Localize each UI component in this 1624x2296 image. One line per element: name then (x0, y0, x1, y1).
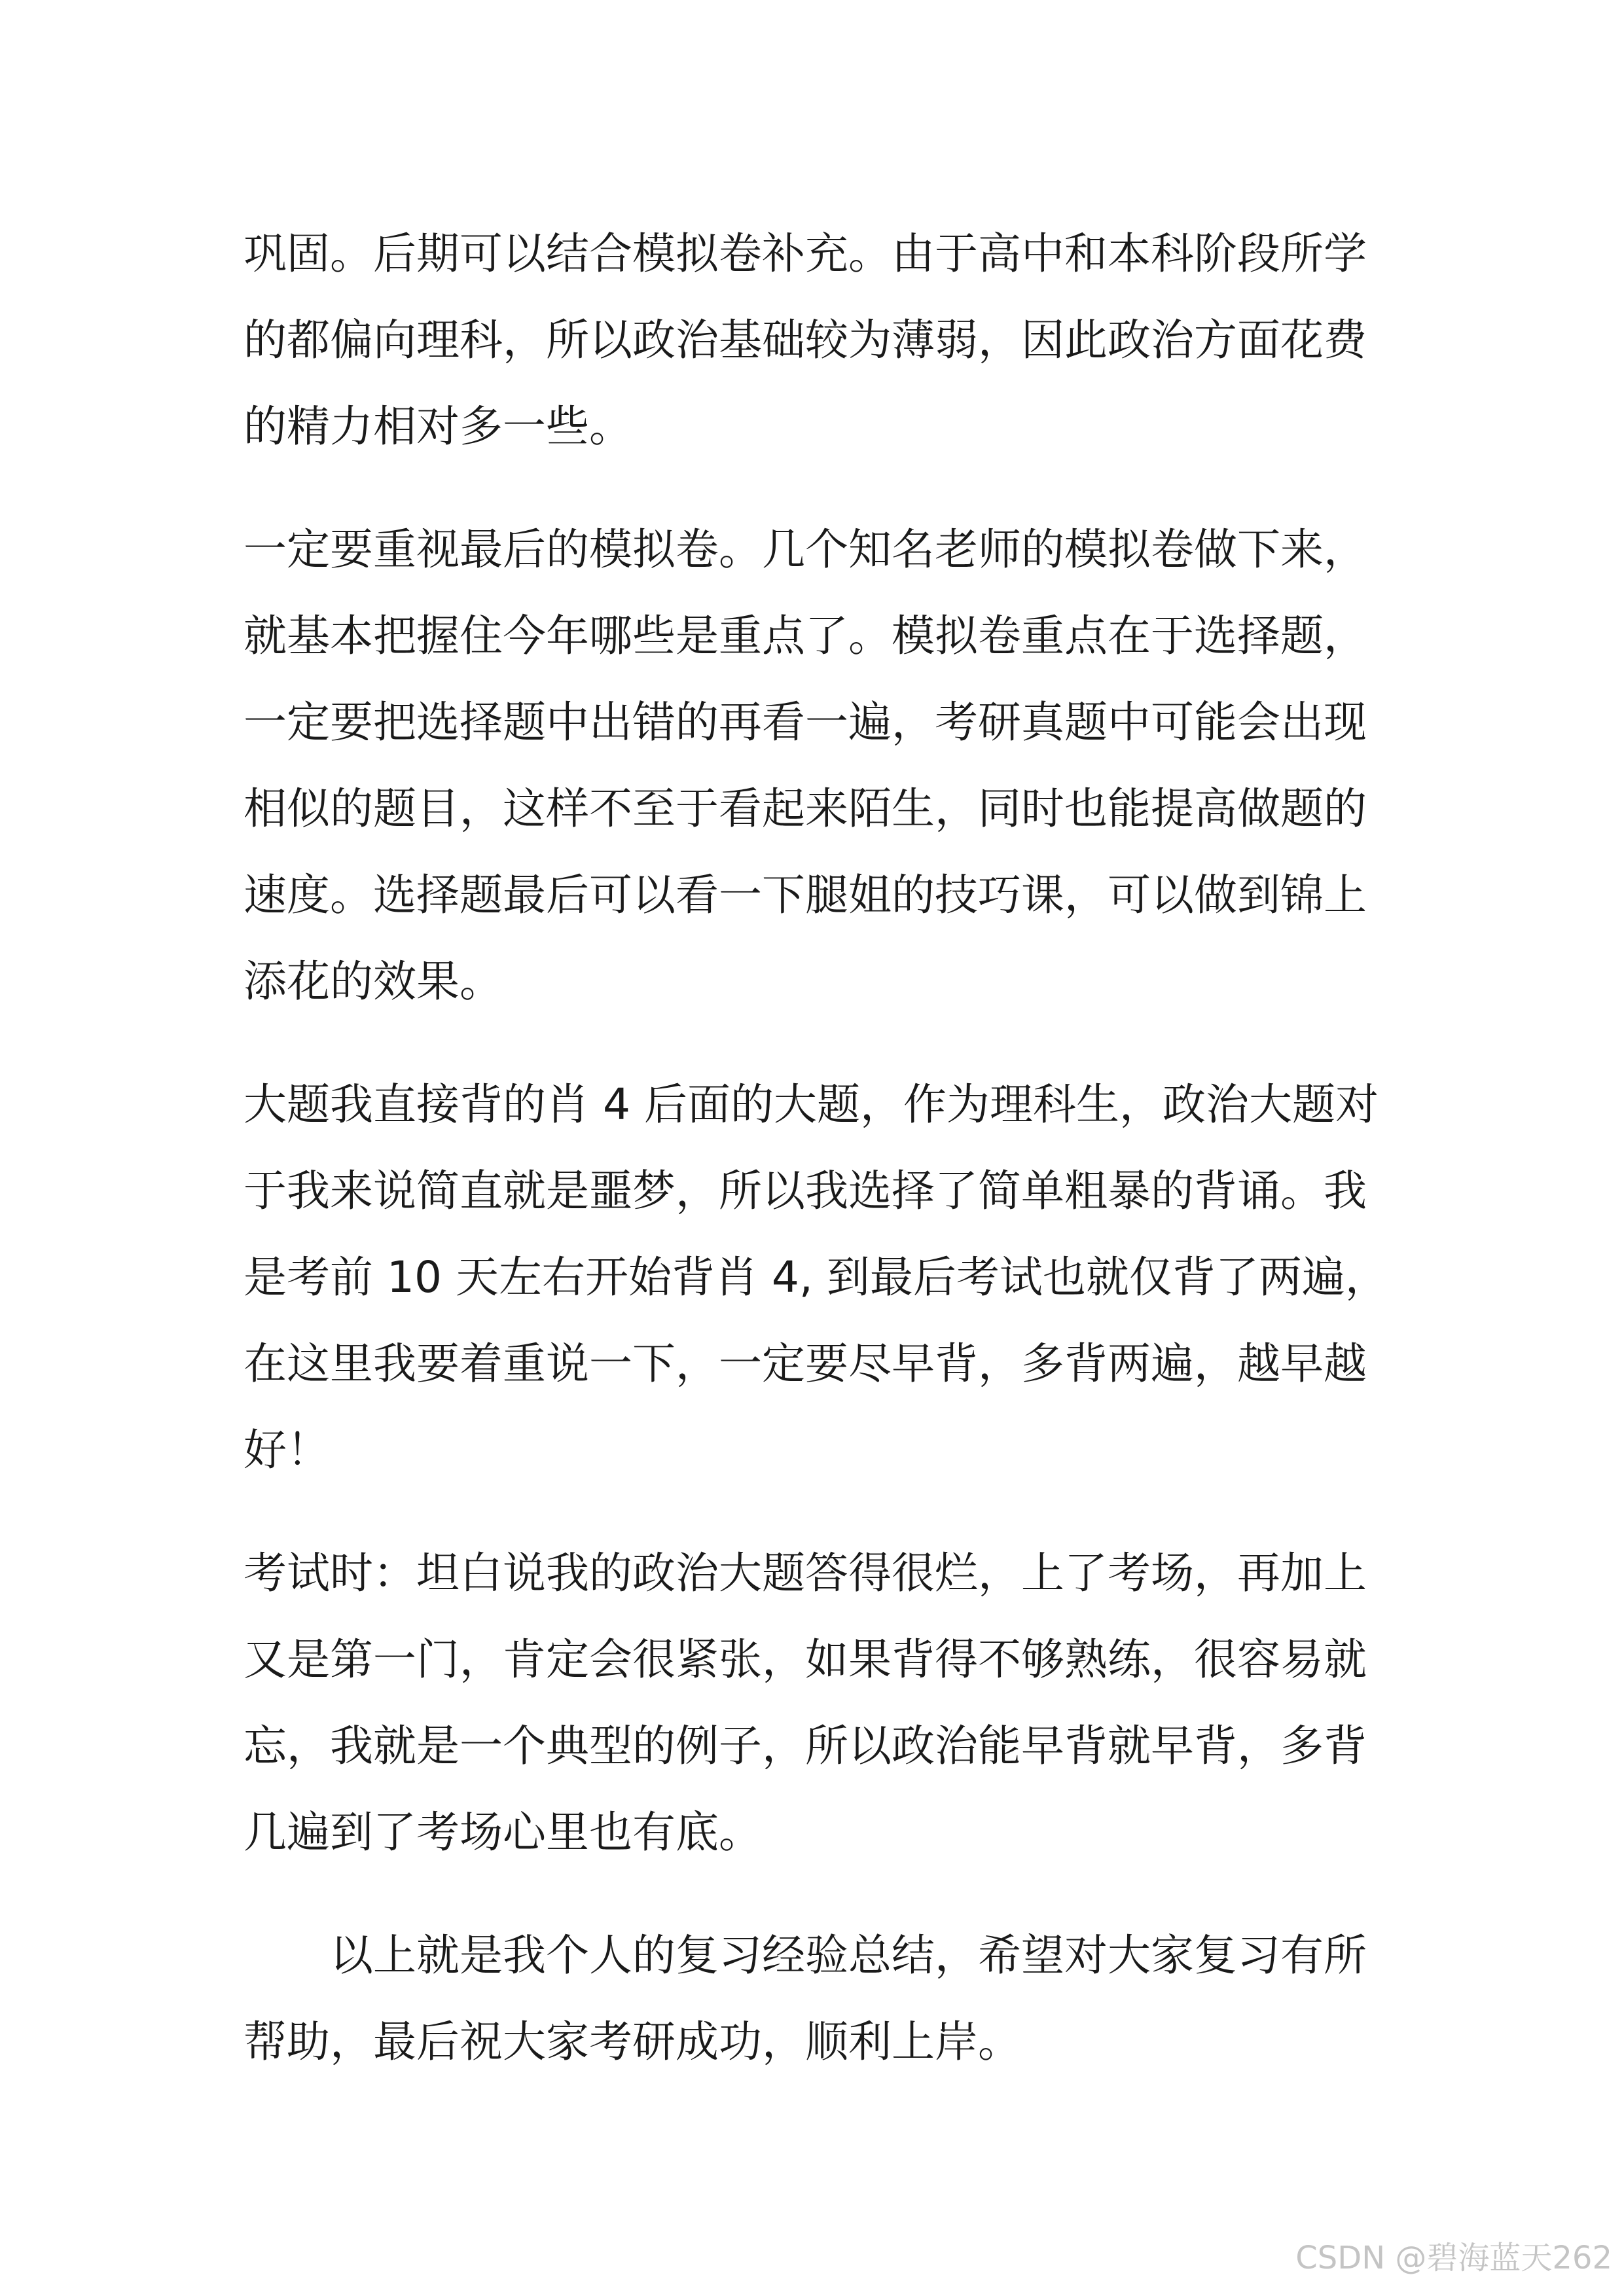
text-line: 大题我直接背的肖 4 后面的大题，作为理科生，政治大题对 (244, 1079, 1379, 1130)
text-line: 的都偏向理科，所以政治基础较为薄弱，因此政治方面花费 (244, 315, 1367, 365)
watermark: CSDN @碧海蓝天262 (1295, 2240, 1612, 2276)
text-line: 于我来说简直就是噩梦，所以我选择了简单粗暴的背诵。我 (244, 1166, 1367, 1216)
text-line: 在这里我要着重说一下，一定要尽早背，多背两遍，越早越 (244, 1338, 1367, 1389)
text-line: 速度。选择题最后可以看一下腿姐的技巧课，可以做到锦上 (244, 870, 1367, 920)
text-line: 就基本把握住今年哪些是重点了。模拟卷重点在于选择题， (244, 611, 1367, 661)
text-line: 一定要重视最后的模拟卷。几个知名老师的模拟卷做下来， (244, 524, 1367, 575)
paragraph-5 (244, 1912, 1382, 2085)
document-body (244, 211, 1388, 2122)
text-line: 巩固。后期可以结合模拟卷补充。由于高中和本科阶段所学 (244, 228, 1367, 279)
text-line: 好！ (244, 1425, 330, 1475)
text-line: 帮助，最后祝大家考研成功，顺利上岸。 (244, 2017, 1021, 2067)
text-line: 一定要把选择题中出错的再看一遍，考研真题中可能会出现 (244, 697, 1367, 747)
text-line: 相似的题目，这样不至于看起来陌生，同时也能提高做题的 (244, 783, 1367, 834)
text-line: 几遍到了考场心里也有底。 (244, 1807, 762, 1857)
paragraph-1 (244, 211, 1382, 470)
text-line: 忘，我就是一个典型的例子，所以政治能早背就早背，多背 (244, 1721, 1367, 1771)
text-line: 又是第一门，肯定会很紧张，如果背得不够熟练，很容易就 (244, 1634, 1367, 1685)
text-line: 是考前 10 天左右开始背肖 4, 到最后考试也就仅背了两遍， (244, 1252, 1388, 1302)
text-line: 以上就是我个人的复习经验总结，希望对大家复习有所 (330, 1930, 1367, 1981)
text-line: 考试时：坦白说我的政治大题答得很烂，上了考场，再加上 (244, 1548, 1367, 1598)
paragraph-2 (244, 507, 1382, 1025)
paragraph-3 (244, 1062, 1388, 1494)
paragraph-4 (244, 1530, 1382, 1876)
text-line: 的精力相对多一些。 (244, 401, 632, 452)
text-line: 添花的效果。 (244, 956, 503, 1007)
